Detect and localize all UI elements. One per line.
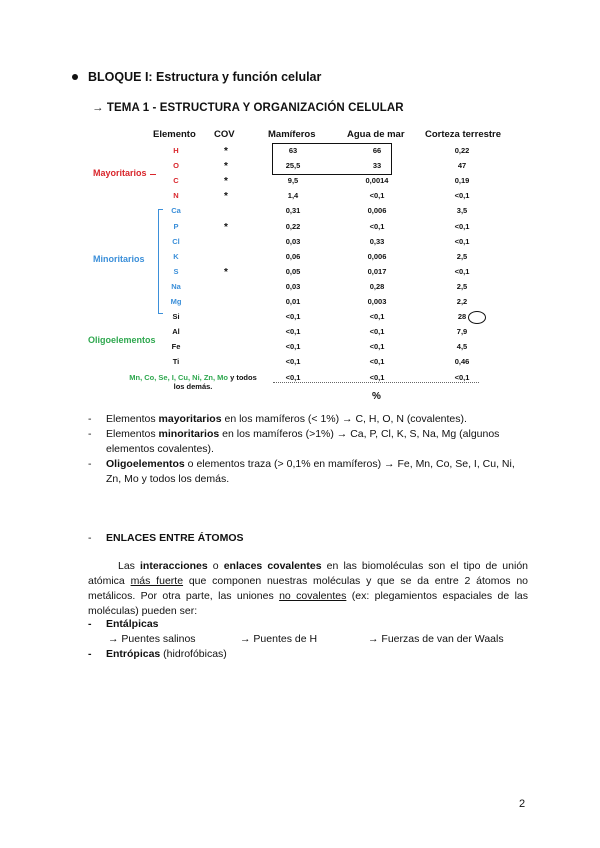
- table-cell-element: O: [173, 161, 179, 171]
- group-mayoritarios-dash: [150, 174, 156, 175]
- table-cell-mamiferos: 0,03: [285, 236, 301, 246]
- table-cell-agua: <0,1: [369, 191, 385, 201]
- table-cell-corteza: 3,5: [456, 206, 468, 216]
- table-cell-corteza: 2,5: [456, 251, 468, 261]
- table-cell-agua: <0,1: [369, 342, 385, 352]
- others-mamiferos: <0,1: [285, 373, 301, 382]
- table-cell-cov: *: [224, 161, 228, 173]
- others-elements-line2: los demás.: [173, 382, 213, 391]
- entalpicas-subitems: [88, 632, 528, 647]
- table-cell-element: Fe: [171, 342, 181, 352]
- table-cell-mamiferos: 0,05: [285, 266, 301, 276]
- sub-item-van-der-waals: → Fuerzas de van der Waals: [368, 633, 504, 645]
- table-cell-mamiferos: 0,03: [285, 281, 301, 291]
- others-elements-black: y todos: [227, 373, 257, 382]
- dash-icon: -: [88, 618, 92, 630]
- table-cell-mamiferos: <0,1: [285, 342, 301, 352]
- entropicas-item: - Entrópicas (hidrofóbicas): [88, 648, 227, 660]
- table-cell-agua: 0,003: [367, 297, 387, 306]
- table-cell-element: K: [173, 251, 179, 261]
- interactions-list: [88, 617, 528, 662]
- group-minoritarios-brace: [158, 209, 163, 314]
- page-number: 2: [519, 798, 526, 810]
- dash-icon: -: [88, 532, 92, 544]
- table-cell-agua: <0,1: [369, 312, 385, 322]
- table-cell-element: Mg: [170, 297, 182, 306]
- table-cell-agua: 66: [372, 146, 382, 155]
- header-cov: COV: [214, 129, 235, 140]
- group-mayoritarios: Mayoritarios: [93, 168, 147, 178]
- table-cell-cov: *: [224, 266, 228, 278]
- others-corteza: <0,1: [454, 373, 470, 382]
- dash-icon: -: [88, 458, 92, 470]
- table-cell-element: Cl: [172, 236, 180, 246]
- table-cell-mamiferos: 0,31: [285, 206, 301, 216]
- others-elements-colored: Mn, Co, Se, I, Cu, Ni, Zn, Mo: [129, 373, 228, 382]
- table-cell-element: S: [173, 266, 179, 276]
- list-item: - Elementos mayoritarios en los mamíferos (< 1%) → C, H, O, N (covalentes).: [88, 413, 467, 425]
- table-cell-element: Na: [171, 281, 181, 291]
- header-agua-de-mar: Agua de mar: [347, 129, 405, 140]
- list-item: - Oligoelementos o elementos traza (> 0,1% en mamíferos) → Fe, Mn, Co, Se, I, Cu, Ni, Zn, Mo y todos los demás.: [88, 458, 515, 485]
- table-cell-mamiferos: 0,06: [285, 251, 301, 261]
- header-corteza-terrestre: Corteza terrestre: [425, 129, 502, 140]
- sub-item-puentes-salinos: → Puentes salinos: [108, 633, 196, 645]
- percent-label: %: [372, 391, 381, 402]
- header-elemento: Elemento: [153, 129, 196, 140]
- list-item: - Elementos minoritarios en los mamíferos (>1%) → Ca, P, Cl, K, S, Na, Mg (algunos elementos covalentes).: [88, 428, 500, 455]
- table-bottom-rule: [273, 382, 479, 383]
- table-cell-mamiferos: <0,1: [285, 327, 301, 337]
- table-cell-agua: 0,006: [367, 206, 387, 216]
- header-mamiferos: Mamíferos: [268, 129, 316, 140]
- dash-icon: -: [88, 648, 92, 660]
- table-cell-corteza: <0,1: [454, 221, 470, 231]
- table-cell-agua: 0,017: [367, 266, 387, 276]
- table-cell-mamiferos: 0,01: [285, 297, 301, 306]
- table-cell-element: Ti: [172, 357, 180, 367]
- table-cell-corteza: 0,19: [454, 176, 470, 186]
- table-cell-corteza: 0,22: [454, 146, 470, 155]
- table-cell-mamiferos: 25,5: [285, 161, 301, 171]
- table-cell-corteza: 2,2: [456, 297, 468, 306]
- table-cell-corteza: 4,5: [456, 342, 468, 352]
- table-cell-agua: <0,1: [369, 327, 385, 337]
- table-cell-cov: *: [224, 176, 228, 188]
- table-cell-cov: *: [224, 146, 228, 157]
- table-cell-cov: *: [224, 221, 228, 233]
- bloque-heading: BLOQUE I: Estructura y función celular: [72, 70, 321, 84]
- enlaces-heading: - ENLACES ENTRE ÁTOMOS: [88, 532, 244, 544]
- table-cell-corteza: 0,46: [454, 357, 470, 367]
- table-cell-corteza: <0,1: [454, 266, 470, 276]
- table-cell-corteza: 28: [457, 312, 467, 322]
- table-cell-agua: 0,33: [369, 236, 385, 246]
- table-cell-agua: <0,1: [369, 357, 385, 367]
- enlaces-paragraph: Las interacciones o enlaces covalentes en las biomoléculas son el tipo de unión atómica más fuerte que componen nuestras moléculas y que se da entre 2 átomos no metálicos. Por otra parte, las uniones no covalentes (ex: plegamientos espaciales de las moléculas) pueden ser:: [88, 560, 529, 617]
- dash-icon: -: [88, 428, 92, 440]
- table-cell-element: H: [173, 146, 179, 155]
- table-cell-agua: 0,006: [367, 251, 387, 261]
- group-minoritarios: Minoritarios: [93, 254, 145, 264]
- table-cell-agua: 0,0014: [365, 176, 389, 186]
- table-cell-mamiferos: 0,22: [285, 221, 301, 231]
- table-cell-element: N: [173, 191, 179, 201]
- table-cell-element: C: [173, 176, 179, 186]
- table-cell-element: Ca: [171, 206, 181, 216]
- table-cell-mamiferos: <0,1: [285, 312, 301, 322]
- sub-item-puentes-h: → Puentes de H: [240, 633, 318, 645]
- table-cell-corteza: <0,1: [454, 236, 470, 246]
- table-cell-cov: *: [224, 191, 228, 203]
- dash-icon: -: [88, 413, 92, 425]
- table-cell-mamiferos: <0,1: [285, 357, 301, 367]
- table-cell-corteza: 7,9: [456, 327, 468, 337]
- table-cell-mamiferos: 63: [288, 146, 298, 155]
- table-cell-corteza: 47: [457, 161, 467, 171]
- others-agua: <0,1: [369, 373, 385, 382]
- table-row-others-element: [110, 373, 276, 391]
- table-cell-agua: 0,28: [369, 281, 385, 291]
- table-cell-element: Si: [172, 312, 180, 322]
- table-cell-mamiferos: 9,5: [287, 176, 299, 186]
- element-bullets: [88, 412, 528, 487]
- bullet-dot-icon: [72, 74, 78, 80]
- table-cell-mamiferos: 1,4: [287, 191, 299, 201]
- table-cell-agua: 33: [372, 161, 382, 171]
- group-oligoelementos: Oligoelementos: [88, 335, 156, 345]
- entalpicas-item: - Entálpicas: [88, 618, 159, 630]
- table-cell-corteza: 2,5: [456, 281, 468, 291]
- table-cell-corteza: <0,1: [454, 191, 470, 201]
- tema-heading: → TEMA 1 - ESTRUCTURA Y ORGANIZACIÓN CELULAR: [92, 102, 404, 114]
- table-cell-element: Al: [172, 327, 180, 337]
- table-cell-agua: <0,1: [369, 221, 385, 231]
- table-cell-element: P: [173, 221, 179, 231]
